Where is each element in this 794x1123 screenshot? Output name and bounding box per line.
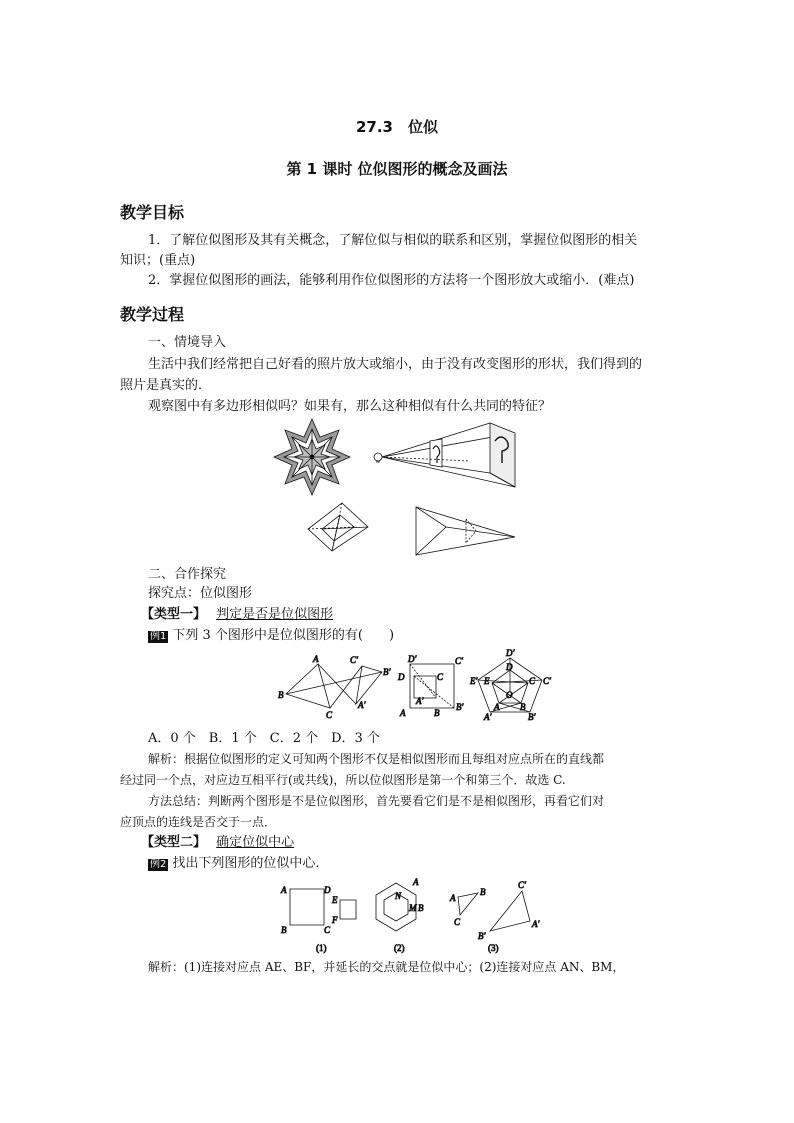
intro-line2: 照片是真实的． — [120, 378, 212, 393]
ex1-f3-label-D1: D′ — [506, 648, 515, 658]
ex1-fig1 — [278, 654, 391, 720]
nested-kite-figure — [308, 503, 368, 551]
part2-heading: 二、合作探究 — [148, 567, 227, 582]
ex2-g2-label-B: B — [418, 903, 424, 913]
example1-summary-line1: 方法总结：判断两个图形是不是位似图形，首先要看它们是不是相似图形，再看它们对 — [148, 794, 605, 808]
ex2-g1-label-E: E — [332, 895, 338, 905]
ex2-g2-label-A: A — [413, 877, 419, 887]
projector-figure — [374, 423, 515, 487]
ex1-f3-label-B: B — [520, 702, 526, 712]
ex2-g3-label-C: C — [454, 917, 461, 927]
ex1-f2-label-B: B — [434, 708, 440, 718]
ex2-g2-label-N: N — [395, 891, 402, 901]
example1-options: A．0 个 B．1 个 C．2 个 D．3 个 — [148, 731, 380, 746]
example1-summary-line2: 应顶点的连线是否交于一点． — [120, 815, 277, 829]
ex1-f2-label-A1: A′ — [416, 696, 424, 706]
example1-analysis-line1: 解析：根据位似图形的定义可知两个图形不仅是相似图形而且每组对应点所在的直线都 — [148, 752, 605, 766]
type1-heading — [141, 606, 333, 624]
ex2-g1-label-F: F — [332, 915, 338, 925]
goal1-line2: 知识；(重点) — [120, 253, 196, 268]
intro-line1: 生活中我们经常把自己好看的照片放大或缩小，由于没有改变图形的形状，我们得到的 — [148, 357, 643, 372]
ex1-f2-label-D: D — [398, 672, 405, 682]
ex1-f1-label-A1: A′ — [358, 700, 366, 710]
example1-text: 下列 3 个图形中是位似图形的有( ) — [172, 628, 395, 643]
example2 — [148, 855, 328, 873]
goal2: 2．掌握位似图形的画法，能够利用作位似图形的方法将一个图形放大或缩小．(难点) — [148, 273, 635, 288]
ex2-g3-label-B1: B′ — [478, 931, 486, 941]
ex1-f3-label-A1: A′ — [484, 712, 492, 722]
ex1-f3-label-A: A — [494, 702, 500, 712]
ex1-f3-label-B1: B′ — [528, 712, 536, 722]
ex1-f2-label-C: C — [437, 672, 444, 682]
ex2-g3-caption: (3) — [488, 943, 499, 953]
ex2-g1-label-D: D — [324, 885, 331, 895]
ex1-f3-label-D: D — [506, 662, 513, 672]
example2-figures — [270, 873, 560, 958]
ex1-f3-label-E: E — [484, 676, 490, 686]
type2-bracket: 【类型二】 — [141, 835, 207, 850]
ex2-g3-label-A: A — [450, 893, 456, 903]
octagram-figure — [274, 419, 350, 495]
example1-analysis-line2: 经过同一个点，对应边互相平行(或共线)，所以位似图形是第一个和第三个．故选 C. — [120, 773, 566, 787]
type1-bracket: 【类型一】 — [141, 607, 207, 622]
ex1-f1-label-C: C — [326, 710, 333, 720]
example2-analysis: 解析：(1)连接对应点 AE、BF，并延长的交点就是位似中心；(2)连接对应点 AN、BM， — [148, 960, 625, 974]
ex2-g1-label-A: A — [281, 885, 287, 895]
ex2-fig1 — [280, 885, 356, 953]
ex1-f3-label-C: C — [529, 676, 536, 686]
ex2-g3-label-C1: C′ — [518, 880, 526, 890]
intro-question: 观察图中有多边形相似吗？如果有，那么这种相似有什么共同的特征？ — [148, 399, 552, 414]
explore-point: 探究点：位似图形 — [148, 586, 253, 601]
ex1-f1-label-B1: B′ — [383, 667, 391, 677]
example1-figures — [270, 648, 570, 728]
ex2-g1-label-C: C — [324, 925, 331, 935]
page-title: 27.3 位似 — [355, 118, 438, 136]
ex1-f3-label-E1: E′ — [470, 676, 478, 686]
process-heading: 教学过程 — [120, 305, 185, 324]
example2-text: 找出下列图形的位似中心． — [172, 856, 329, 871]
intro-figures — [270, 415, 530, 565]
ex1-f3-label-O: O — [506, 690, 513, 700]
ex1-f2-label-A: A — [400, 708, 406, 718]
ex1-f2-label-C1: C′ — [455, 656, 463, 666]
ex2-g3-label-A1: A′ — [532, 919, 540, 929]
part1-heading: 一、情境导入 — [148, 335, 227, 350]
ex2-g1-caption: (1) — [316, 943, 327, 953]
goals-heading: 教学目标 — [120, 203, 185, 222]
example1-badge: 例1 — [150, 631, 167, 642]
ex2-fig2 — [376, 877, 424, 953]
goal1-line1: 1．了解位似图形及其有关概念，了解位似与相似的联系和区别，掌握位似图形的相关 — [148, 233, 638, 248]
example2-badge: 例2 — [150, 859, 167, 870]
ex1-fig3 — [469, 648, 552, 722]
ex1-f2-label-B1: B′ — [456, 702, 464, 712]
ex2-g2-label-M: M — [409, 903, 417, 913]
ex1-f1-label-A: A — [313, 654, 319, 664]
ex1-f2-label-D1: D′ — [408, 654, 417, 664]
ex1-f1-label-C1: C′ — [350, 655, 358, 665]
ex1-f1-label-B: B — [278, 690, 284, 700]
ex2-g2-caption: (2) — [394, 943, 405, 953]
type2-heading — [141, 834, 294, 852]
perspective-shape-figure — [416, 507, 515, 555]
type2-title: 确定位似中心 — [216, 835, 295, 850]
example1 — [148, 627, 394, 645]
ex1-f3-label-C1: C′ — [543, 676, 551, 686]
ex2-g1-label-B: B — [281, 925, 287, 935]
ex2-g3-label-B: B — [480, 887, 486, 897]
ex2-fig3 — [449, 880, 540, 953]
type1-title: 判定是否是位似图形 — [216, 607, 334, 622]
ex1-fig2 — [397, 654, 464, 718]
page-subtitle: 第 1 课时 位似图形的概念及画法 — [286, 160, 508, 178]
